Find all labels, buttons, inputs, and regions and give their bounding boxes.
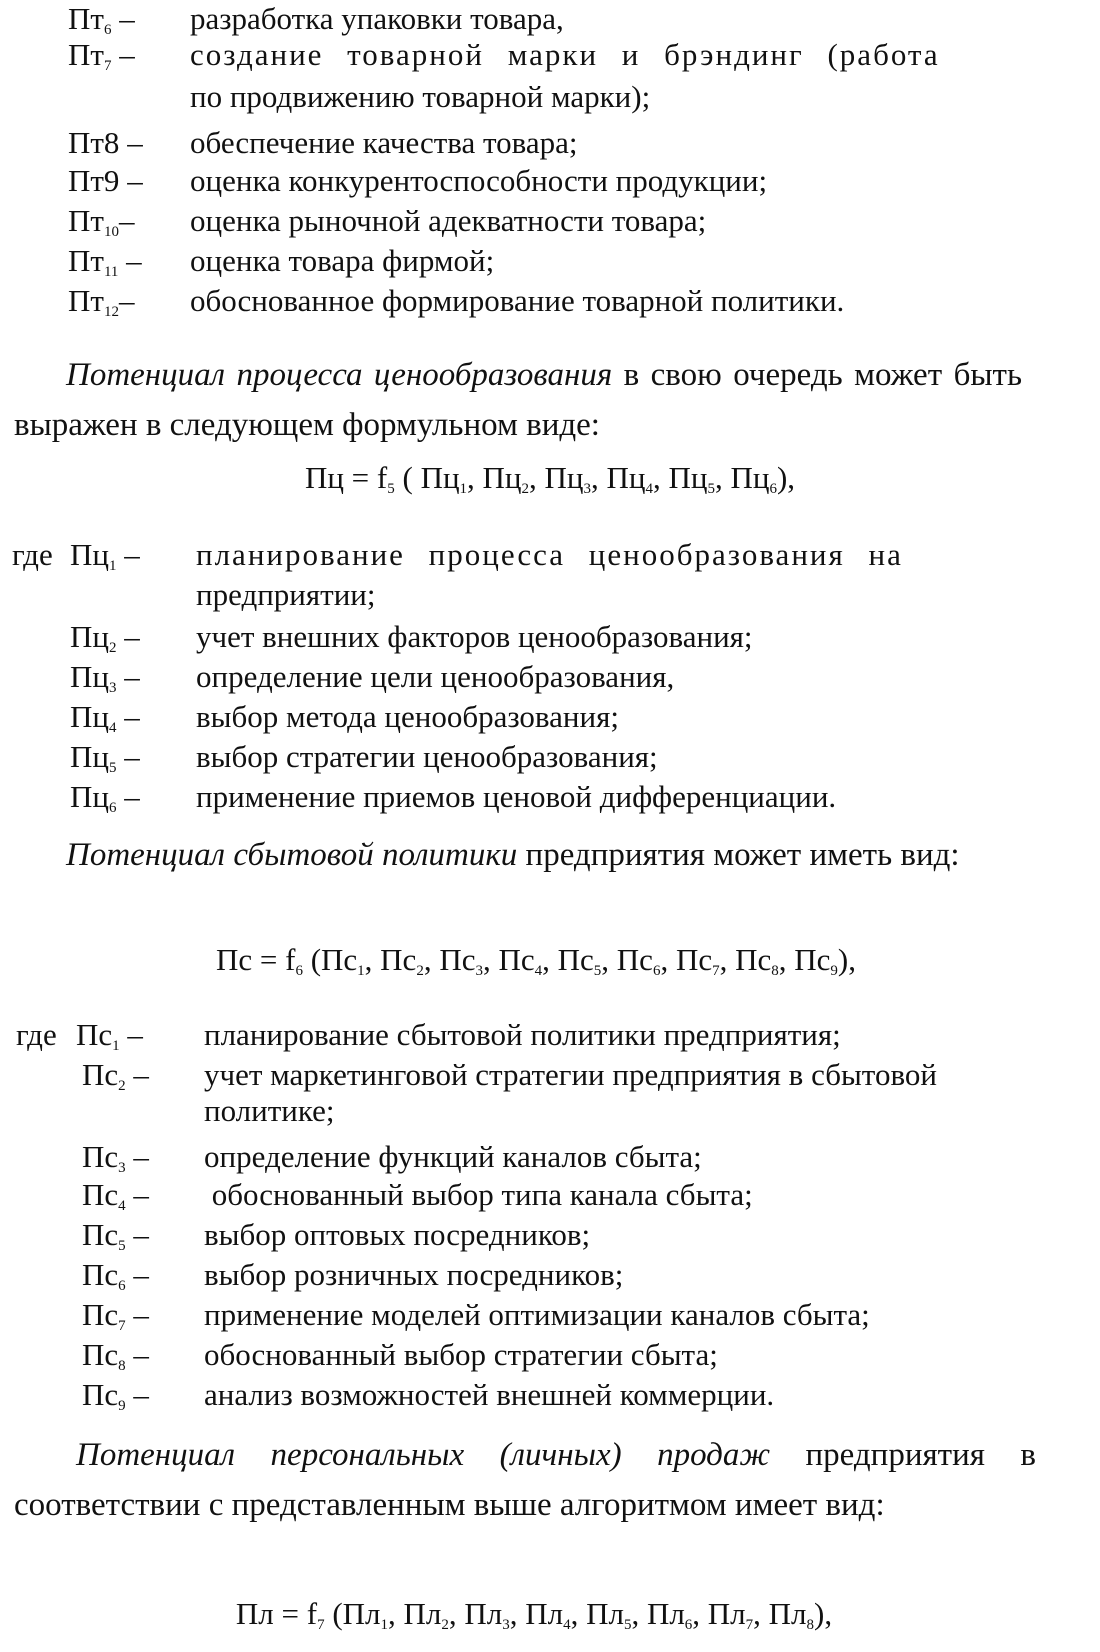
term-definition: применение моделей оптимизации каналов сбыта; (204, 1297, 870, 1332)
term-definition: планирование сбытовой политики предприятия; (204, 1017, 841, 1052)
term-definition: выбор метода ценообразования; (196, 699, 619, 734)
term-symbol: $Пц_6$ – (70, 779, 140, 816)
paragraph-text: в свою очередь может быть выражен в следующем формульном виде: (14, 357, 1023, 443)
term-definition-continued: предприятии; (196, 577, 376, 612)
term-definition: применение приемов ценовой дифференциации. (196, 779, 837, 814)
formula-arg: $Пц_3$ (544, 460, 592, 497)
sales-formula: Пс = $f_6$ ($Пс_1$, $Пс_2$, $Пс_3$, $Пс_4$, $Пс_5$, $Пс_6$, $Пс_7$, $Пс_8$, $Пс_9$), (215, 942, 856, 979)
term-symbol: $Пц_2$ – (70, 619, 140, 656)
formula-arg: $Пл_2$ (403, 1596, 449, 1633)
term-symbol: $Пс_3$ – (82, 1139, 149, 1176)
term-definition: выбор розничных посредников; (204, 1257, 624, 1292)
term-definition: оценка конкурентоспособности продукции; (190, 163, 768, 198)
term-definition: выбор стратегии ценообразования; (196, 739, 658, 774)
paragraph-text: предприятия в соответствии с представленным выше алгоритмом имеет вид: (14, 1437, 1036, 1523)
term-symbol: $Пт_6$ – (68, 1, 135, 38)
formula-arg: $Пс_3$ (439, 942, 483, 979)
formula-arg: $Пл_1$ (342, 1596, 388, 1633)
term-symbol: $Пц_5$ – (70, 739, 140, 776)
personal-sales-paragraph (14, 1430, 1036, 1530)
formula-arg: $Пц_6$ (730, 460, 777, 497)
formula-arg: $Пс_4$ (498, 942, 543, 979)
term-symbol: $Пс_1$ – (76, 1017, 143, 1054)
term-definition: определение функций каналов сбыта; (204, 1139, 702, 1174)
paragraph-text: предприятия может иметь вид: (517, 837, 960, 873)
term-definition: обеспечение качества товара; (190, 125, 578, 160)
term-definition-continued: по продвижению товарной марки); (190, 79, 651, 114)
term-symbol: $Пс_8$ – (82, 1337, 149, 1374)
formula-arg: $Пс_5$ (557, 942, 602, 979)
term-symbol: $Пс_6$ – (82, 1257, 149, 1294)
formula-arg: $Пц_1$ (420, 460, 468, 497)
term-definition: обоснованный выбор типа канала сбыта; (204, 1177, 753, 1212)
paragraph-italic-lead: Потенциал сбытовой политики (66, 837, 518, 873)
pricing-potential-paragraph (14, 350, 1022, 450)
term-symbol: $Пт_7$ – (68, 37, 135, 74)
term-definition: обоснованный выбор стратегии сбыта; (204, 1337, 718, 1372)
formula-arg: $Пл_3$ (464, 1596, 510, 1633)
term-symbol: $Пс_9$ – (82, 1377, 149, 1414)
formula-arg: $Пл_4$ (525, 1596, 571, 1633)
formula-arg: $Пс_2$ (380, 942, 424, 979)
formula-arg: $Пс_8$ (735, 942, 779, 979)
where-label: где (16, 1017, 57, 1052)
formula-arg: $Пц_4$ (606, 460, 653, 497)
term-symbol: $Пц_3$ – (70, 659, 140, 696)
term-symbol: $Пс_5$ – (82, 1217, 149, 1254)
formula-arg: $Пл_8$ (768, 1596, 815, 1633)
term-definition: оценка рыночной адекватности товара; (190, 203, 707, 238)
formula-arg: $Пц_2$ (482, 460, 530, 497)
term-symbol: $Пс_4$ – (82, 1177, 149, 1214)
term-symbol: $Пт_{12}-$ (68, 283, 135, 320)
term-definition: разработка упаковки товара, (190, 1, 564, 36)
formula-arg: $Пс_7$ (675, 942, 720, 979)
formula-arg: $Пл_7$ (707, 1596, 754, 1633)
paragraph-italic-lead: Потенциал процесса ценообразования (66, 357, 613, 393)
term-definition: оценка товара фирмой; (190, 243, 495, 278)
where-label: где (12, 537, 53, 572)
term-symbol: $Пц_1$ – (70, 537, 140, 574)
formula-arg: $Пс_1$ (321, 942, 365, 979)
formula-arg: $Пл_6$ (646, 1596, 693, 1633)
term-symbol: $Пц_4$ – (70, 699, 140, 736)
formula-arg: $Пс_6$ (616, 942, 661, 979)
formula-arg: $Пл_5$ (586, 1596, 632, 1633)
term-symbol: Пт9 – (68, 163, 143, 198)
sales-policy-paragraph (14, 830, 1024, 880)
term-definition: учет маркетинговой стратегии предприятия в сбытовой (204, 1057, 937, 1092)
term-symbol: Пт8 – (68, 125, 143, 160)
term-symbol: $Пт_{11}$ – (68, 243, 142, 280)
pricing-formula: Пц = $f_5$ ( $Пц_1$, $Пц_2$, $Пц_3$, $Пц_4$, $Пц_5$, $Пц_6$), (304, 460, 796, 497)
term-definition: обоснованное формирование товарной политики. (190, 283, 845, 318)
formula-arg: $Пц_5$ (668, 460, 715, 497)
term-symbol: $Пт_{10}-$ (68, 203, 135, 240)
term-symbol: $Пс_2$ – (82, 1057, 149, 1094)
formula-arg: $Пс_9$ (794, 942, 838, 979)
personal-sales-formula: Пл = $f_7$ ($Пл_1$, $Пл_2$, $Пл_3$, $Пл_4$, $Пл_5$, $Пл_6$, $Пл_7$, $Пл_8$), (235, 1596, 833, 1633)
term-definition: выбор оптовых посредников; (204, 1217, 591, 1252)
term-definition: определение цели ценообразования, (196, 659, 675, 694)
term-definition: планирование процесса ценообразования на (196, 537, 903, 572)
term-definition: учет внешних факторов ценообразования; (196, 619, 753, 654)
term-definition-continued: политике; (204, 1093, 335, 1128)
term-symbol: $Пс_7$ – (82, 1297, 149, 1334)
term-definition: создание товарной марки и брэндинг (работа (190, 37, 940, 72)
term-definition: анализ возможностей внешней коммерции. (204, 1377, 775, 1412)
paragraph-italic-lead: Потенциал персональных (личных) продаж (76, 1437, 771, 1473)
